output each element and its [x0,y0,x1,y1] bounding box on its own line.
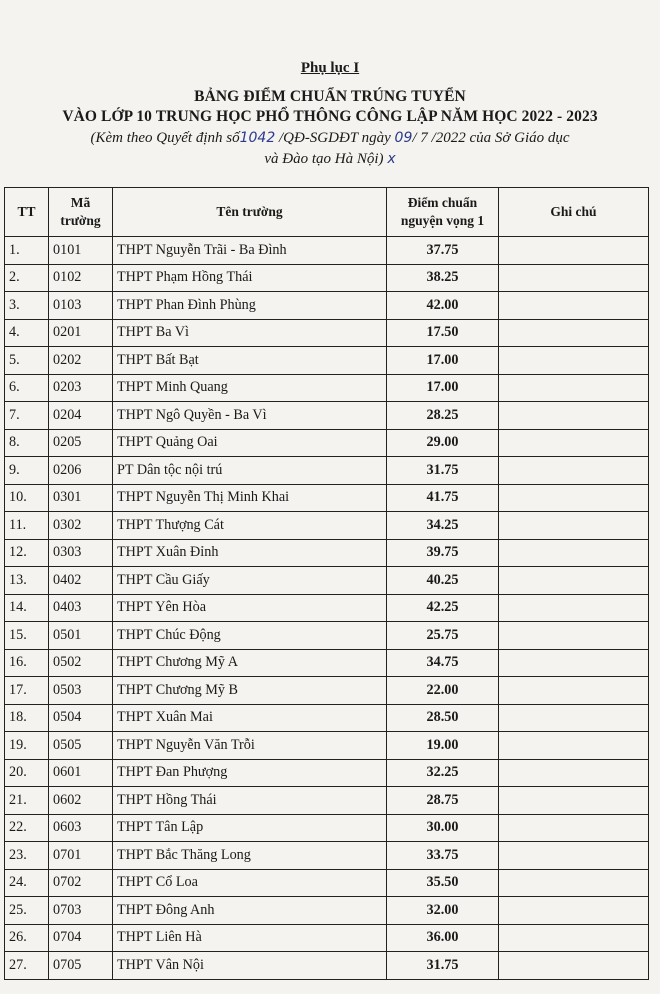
note-cell [499,952,649,980]
row-number: 5. [5,347,49,375]
table-row [5,622,649,650]
note-cell [499,897,649,925]
appendix-label: Phụ lục I [300,60,360,76]
school-name: THPT Phạm Hồng Thái [113,264,387,292]
row-number: 6. [5,374,49,402]
note-cell [499,374,649,402]
note-cell [499,402,649,430]
school-code: 0204 [49,402,113,430]
school-name: THPT Vân Nội [113,952,387,980]
row-number: 11. [5,512,49,540]
cutoff-score: 32.00 [387,897,499,925]
row-number: 20. [5,759,49,787]
row-number: 23. [5,842,49,870]
school-code: 0705 [49,952,113,980]
school-code: 0502 [49,649,113,677]
school-name: THPT Ba Vì [113,319,387,347]
school-name: THPT Hồng Thái [113,787,387,815]
school-name: THPT Cầu Giấy [113,567,387,595]
note-cell [499,759,649,787]
cutoff-score: 28.25 [387,402,499,430]
handwritten-decision-number: 1042 [239,130,276,146]
school-name: THPT Cổ Loa [113,869,387,897]
row-number: 25. [5,897,49,925]
school-code: 0203 [49,374,113,402]
table-row [5,457,649,485]
table-row [5,402,649,430]
table-header-row [5,188,649,237]
decision-reference-line2 [0,149,660,169]
row-number: 9. [5,457,49,485]
school-code: 0102 [49,264,113,292]
table-row [5,484,649,512]
school-code: 0403 [49,594,113,622]
table-row [5,594,649,622]
cutoff-score: 29.00 [387,429,499,457]
cutoff-score: 19.00 [387,732,499,760]
school-name: THPT Bắc Thăng Long [113,842,387,870]
note-cell [499,732,649,760]
school-name: THPT Phan Đình Phùng [113,292,387,320]
school-code: 0302 [49,512,113,540]
school-name: THPT Nguyễn Thị Minh Khai [113,484,387,512]
table-row [5,374,649,402]
school-name: THPT Quảng Oai [113,429,387,457]
row-number: 8. [5,429,49,457]
note-cell [499,869,649,897]
note-cell [499,649,649,677]
school-name: THPT Đan Phượng [113,759,387,787]
note-cell [499,237,649,265]
school-name: THPT Xuân Đỉnh [113,539,387,567]
school-code: 0103 [49,292,113,320]
column-header-note: Ghi chú [499,188,649,237]
note-cell [499,539,649,567]
note-cell [499,677,649,705]
school-name: THPT Xuân Mai [113,704,387,732]
table-row [5,649,649,677]
note-cell [499,319,649,347]
cutoff-score: 36.00 [387,924,499,952]
school-code: 0206 [49,457,113,485]
subtitle-part-c: / 7 /2022 của Sở Giáo dục [412,130,570,146]
cutoff-score: 38.25 [387,264,499,292]
school-code: 0503 [49,677,113,705]
table-row [5,539,649,567]
school-code: 0402 [49,567,113,595]
school-code: 0101 [49,237,113,265]
table-row [5,567,649,595]
cutoff-score: 40.25 [387,567,499,595]
note-cell [499,429,649,457]
table-row [5,732,649,760]
table-row [5,787,649,815]
row-number: 4. [5,319,49,347]
school-code: 0601 [49,759,113,787]
school-code: 0301 [49,484,113,512]
cutoff-score: 42.00 [387,292,499,320]
note-cell [499,622,649,650]
cutoff-score: 31.75 [387,457,499,485]
row-number: 21. [5,787,49,815]
note-cell [499,264,649,292]
table-row [5,924,649,952]
note-cell [499,787,649,815]
document-title-line2: VÀO LỚP 10 TRUNG HỌC PHỔ THÔNG CÔNG LẬP NĂM HỌC 2022 - 2023 [62,108,598,125]
table-row [5,264,649,292]
school-name: THPT Nguyễn Văn Trỗi [113,732,387,760]
school-name: THPT Thượng Cát [113,512,387,540]
note-cell [499,814,649,842]
row-number: 7. [5,402,49,430]
school-code: 0505 [49,732,113,760]
row-number: 16. [5,649,49,677]
row-number: 3. [5,292,49,320]
admission-score-table [4,187,649,980]
note-cell [499,457,649,485]
school-code: 0201 [49,319,113,347]
row-number: 19. [5,732,49,760]
school-name: THPT Yên Hòa [113,594,387,622]
cutoff-score: 34.75 [387,649,499,677]
table-row [5,814,649,842]
column-header-tt: TT [5,188,49,237]
school-code: 0501 [49,622,113,650]
school-name: THPT Ngô Quyền - Ba Vì [113,402,387,430]
handwritten-day: 09 [394,130,413,146]
school-code: 0702 [49,869,113,897]
cutoff-score: 35.50 [387,869,499,897]
note-cell [499,512,649,540]
school-code: 0701 [49,842,113,870]
row-number: 14. [5,594,49,622]
subtitle-line2: và Đào tạo Hà Nội) [264,151,384,167]
cutoff-score: 17.00 [387,347,499,375]
school-code: 0504 [49,704,113,732]
table-row [5,952,649,980]
school-name: THPT Chương Mỹ A [113,649,387,677]
table-row [5,512,649,540]
row-number: 1. [5,237,49,265]
table-row [5,319,649,347]
row-number: 10. [5,484,49,512]
cutoff-score: 30.00 [387,814,499,842]
subtitle-part-a: (Kèm theo Quyết định số [90,130,240,146]
cutoff-score: 28.75 [387,787,499,815]
school-code: 0704 [49,924,113,952]
school-name: THPT Đông Anh [113,897,387,925]
table-body [5,237,649,980]
school-name: THPT Tân Lập [113,814,387,842]
school-code: 0602 [49,787,113,815]
cutoff-score: 34.25 [387,512,499,540]
school-name: THPT Liên Hà [113,924,387,952]
row-number: 24. [5,869,49,897]
cutoff-score: 28.50 [387,704,499,732]
school-code: 0205 [49,429,113,457]
table-row [5,897,649,925]
cutoff-score: 32.25 [387,759,499,787]
school-code: 0603 [49,814,113,842]
decision-reference [0,128,660,148]
column-header-name: Tên trường [113,188,387,237]
note-cell [499,924,649,952]
cutoff-score: 33.75 [387,842,499,870]
table-row [5,429,649,457]
cutoff-score: 25.75 [387,622,499,650]
cutoff-score: 17.00 [387,374,499,402]
note-cell [499,292,649,320]
cutoff-score: 22.00 [387,677,499,705]
note-cell [499,347,649,375]
column-header-code: Mã trường [49,188,113,237]
row-number: 18. [5,704,49,732]
row-number: 15. [5,622,49,650]
cutoff-score: 39.75 [387,539,499,567]
subtitle-part-b: /QĐ-SGDĐT ngày [278,130,391,146]
table-row [5,759,649,787]
cutoff-score: 41.75 [387,484,499,512]
handwritten-mark: x [387,151,396,167]
table-row [5,704,649,732]
row-number: 2. [5,264,49,292]
school-name: THPT Bất Bạt [113,347,387,375]
cutoff-score: 17.50 [387,319,499,347]
table-row [5,237,649,265]
table-row [5,677,649,705]
table-row [5,292,649,320]
row-number: 27. [5,952,49,980]
cutoff-score: 42.25 [387,594,499,622]
table-row [5,842,649,870]
row-number: 12. [5,539,49,567]
school-name: THPT Minh Quang [113,374,387,402]
school-name: THPT Chúc Động [113,622,387,650]
school-code: 0303 [49,539,113,567]
note-cell [499,842,649,870]
cutoff-score: 31.75 [387,952,499,980]
row-number: 13. [5,567,49,595]
table-row [5,347,649,375]
note-cell [499,567,649,595]
note-cell [499,594,649,622]
school-code: 0202 [49,347,113,375]
cutoff-score: 37.75 [387,237,499,265]
row-number: 22. [5,814,49,842]
school-name: THPT Nguyễn Trãi - Ba Đình [113,237,387,265]
note-cell [499,484,649,512]
school-code: 0703 [49,897,113,925]
row-number: 26. [5,924,49,952]
row-number: 17. [5,677,49,705]
school-name: THPT Chương Mỹ B [113,677,387,705]
school-name: PT Dân tộc nội trú [113,457,387,485]
document-title: BẢNG ĐIỂM CHUẨN TRÚNG TUYỂN [194,88,466,105]
note-cell [499,704,649,732]
column-header-score: Điểm chuẩn nguyện vọng 1 [387,188,499,237]
table-row [5,869,649,897]
